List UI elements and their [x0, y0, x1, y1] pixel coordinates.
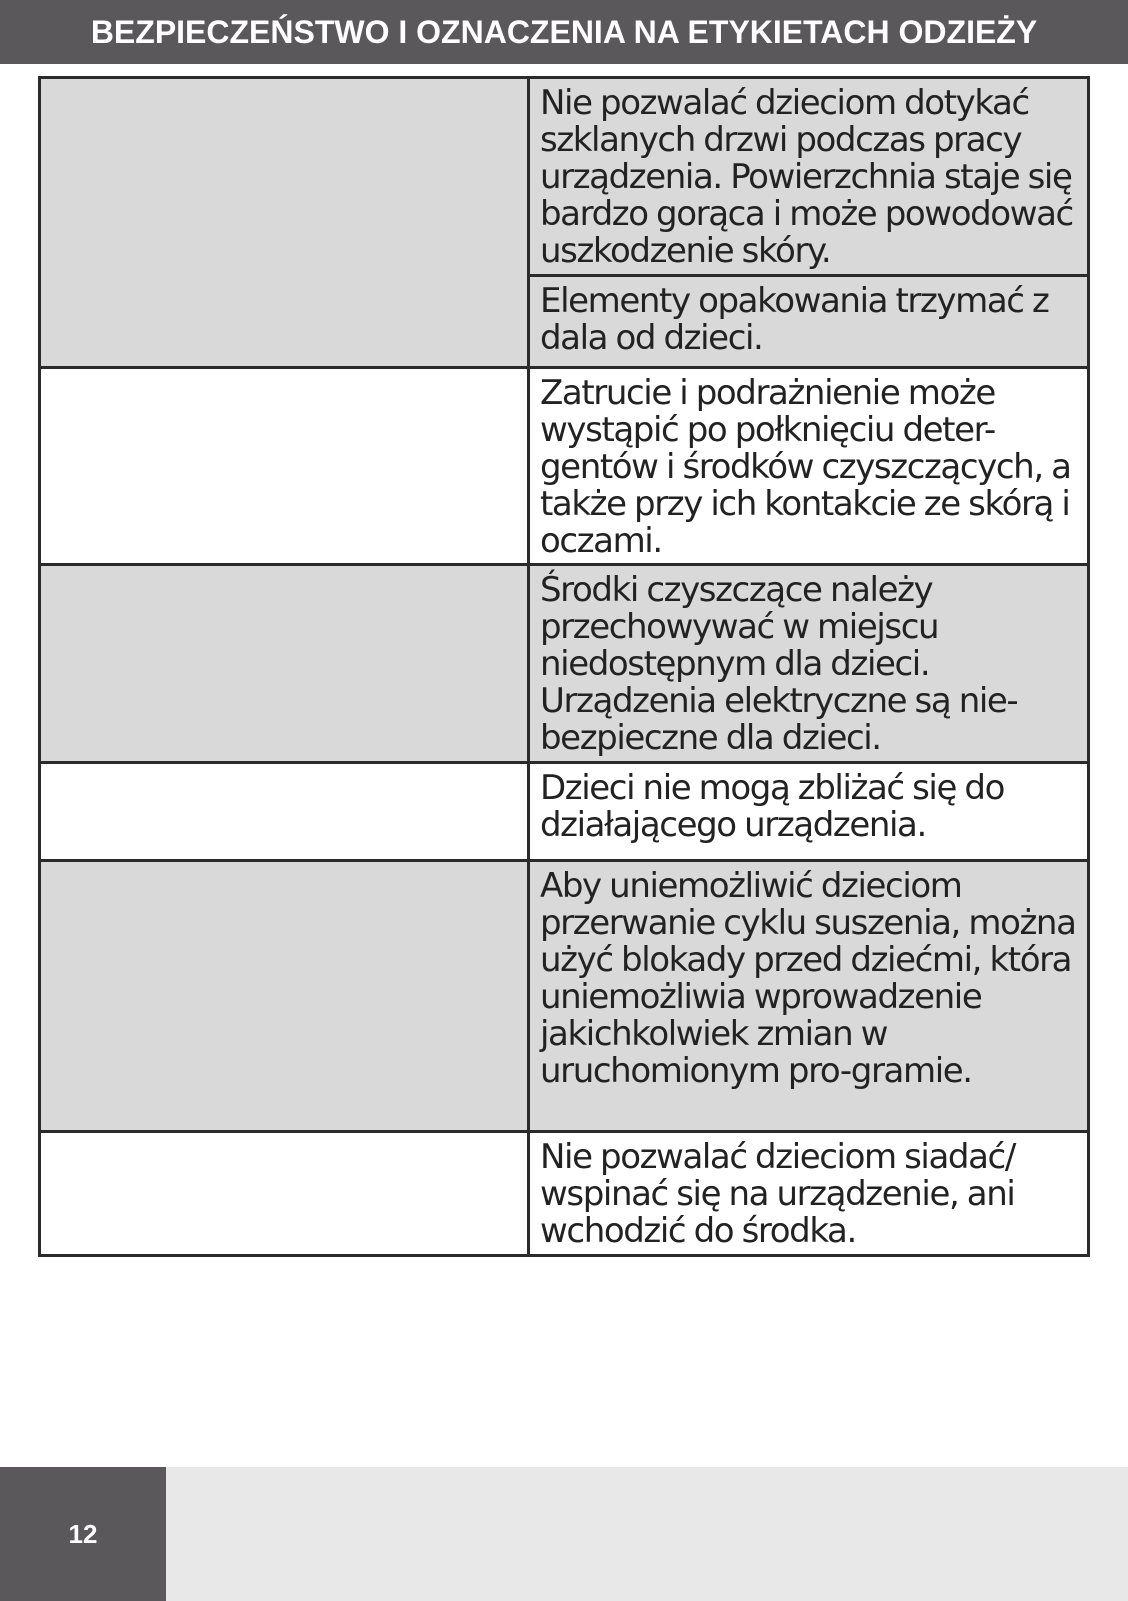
symbol-cell	[40, 763, 529, 861]
warning-text: Zatrucie i podrażnienie może wystąpić po połknięciu deter-gentów i środków czyszczących, a także przy ich kontakcie ze skórą i oczami.	[529, 368, 1089, 565]
warning-text: Elementy opakowania trzymać z dala od dzieci.	[529, 276, 1089, 368]
table-row	[40, 368, 1089, 565]
table-row	[40, 565, 1089, 763]
symbol-cell	[40, 368, 529, 565]
table-row	[40, 78, 1089, 276]
table-row	[40, 763, 1089, 861]
symbol-cell	[40, 565, 529, 763]
table-row	[40, 861, 1089, 1132]
page-number-box	[0, 1467, 166, 1601]
warning-text: Aby uniemożliwić dzieciom przerwanie cyklu suszenia, można użyć blokady przed dziećmi, która uniemożliwia wprowadzenie jakichkolwiek zmian w uruchomionym pro-gramie.	[529, 861, 1089, 1132]
page-title: BEZPIECZEŃSTWO I OZNACZENIA NA ETYKIETACH ODZIEŻY	[90, 13, 1038, 50]
safety-table	[38, 76, 1090, 1257]
symbol-cell	[40, 861, 529, 1132]
page-header	[0, 0, 1128, 64]
symbol-cell	[40, 78, 529, 368]
warning-text: Nie pozwalać dzieciom siadać/ wspinać się na urządzenie, ani wchodzić do środka.	[529, 1132, 1089, 1256]
page-number: 12	[68, 1518, 98, 1549]
warning-text: Nie pozwalać dzieciom dotykać szklanych drzwi podczas pracy urządzenia. Powierzchnia staje się bardzo gorąca i może powodować uszkodzenie skóry.	[529, 78, 1089, 276]
page-footer	[0, 1467, 1128, 1601]
symbol-cell	[40, 1132, 529, 1256]
warning-text: Dzieci nie mogą zbliżać się do działającego urządzenia.	[529, 763, 1089, 861]
warning-text: Środki czyszczące należy przechowywać w miejscu niedostępnym dla dzieci. Urządzenia elektryczne są nie-bezpieczne dla dzieci.	[529, 565, 1089, 763]
table-row	[40, 1132, 1089, 1256]
